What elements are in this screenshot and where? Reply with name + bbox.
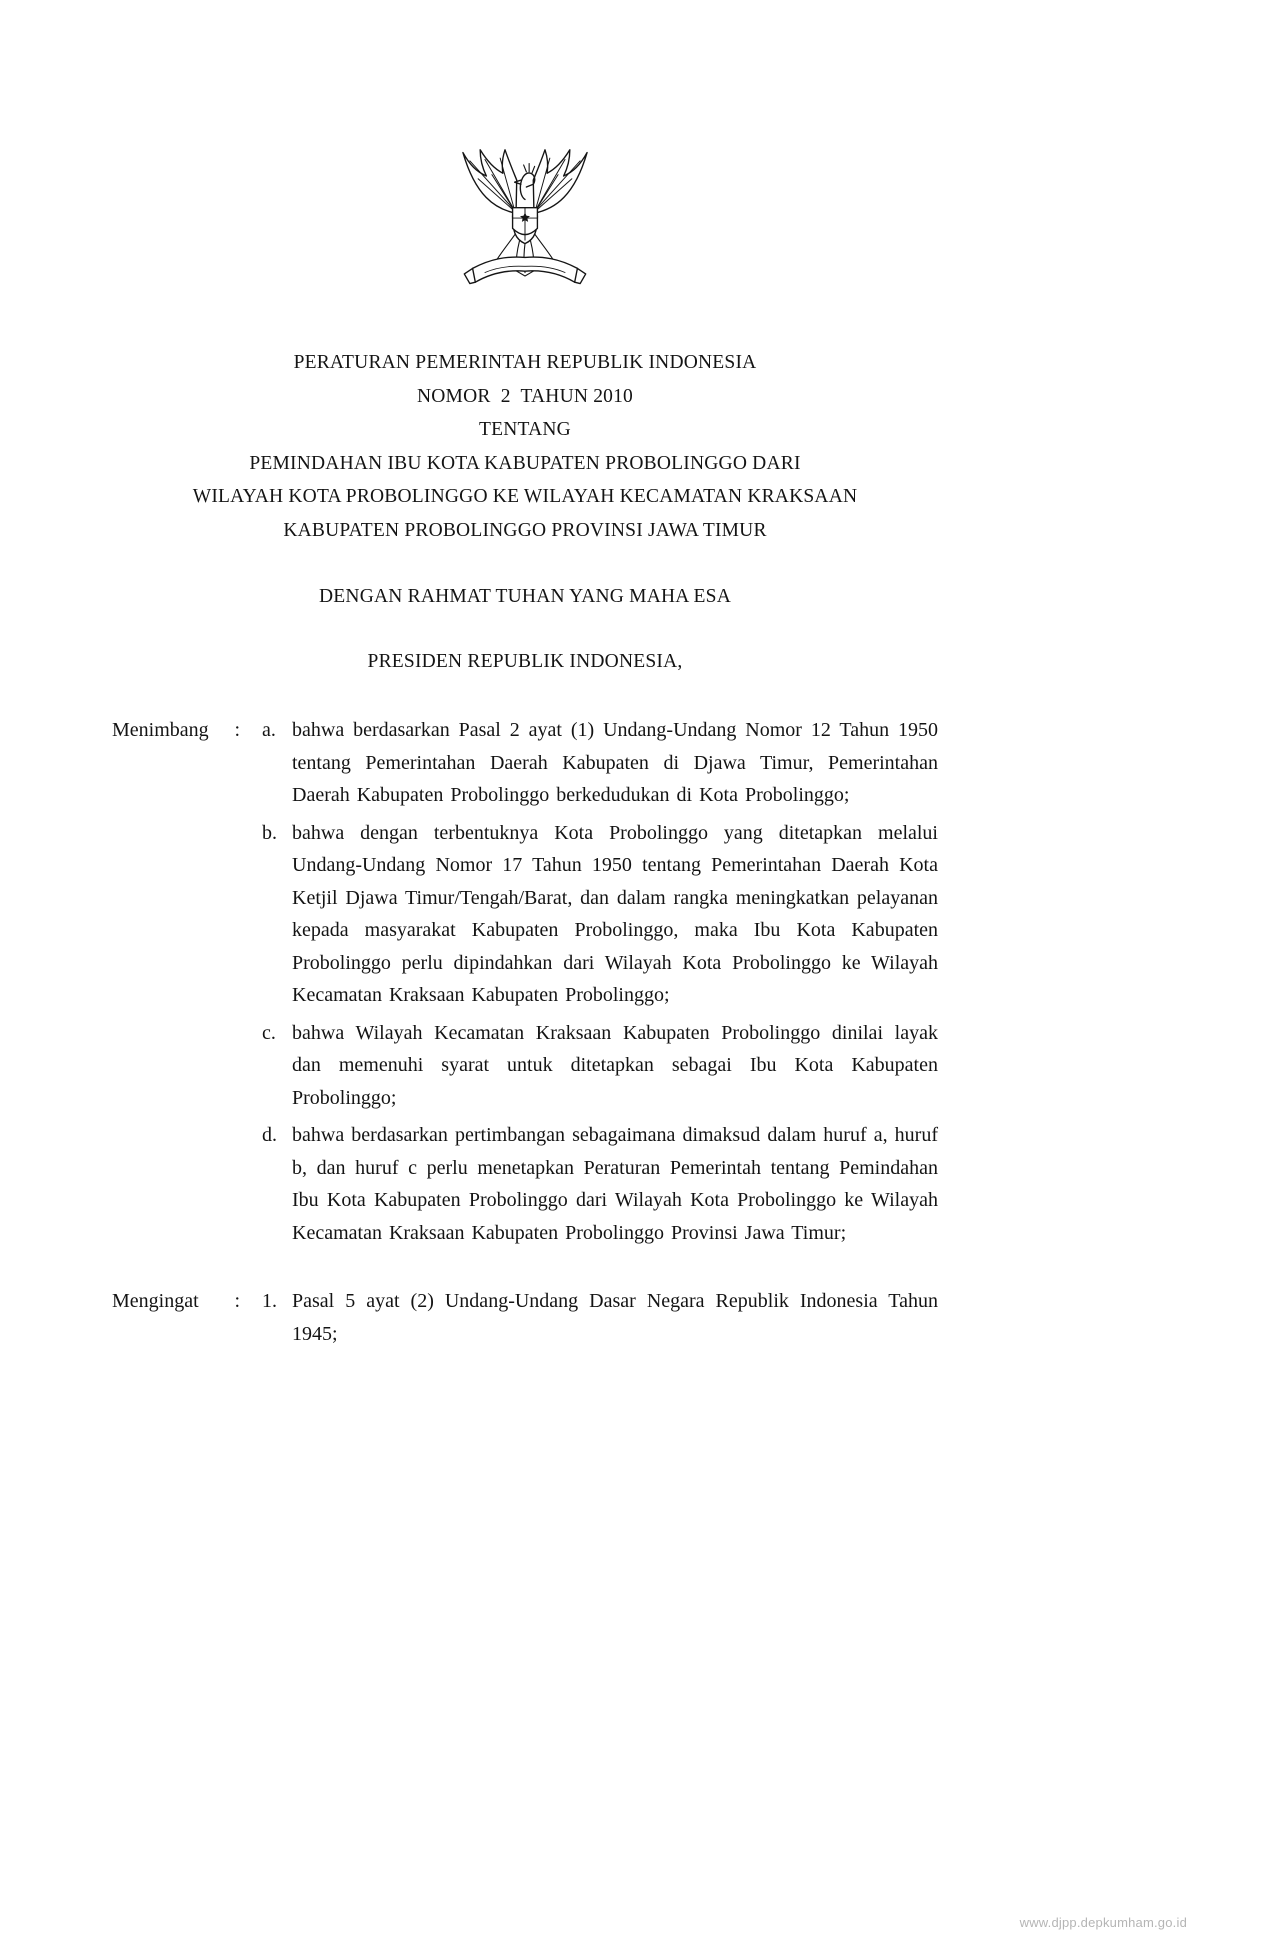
- emblem-container: [112, 136, 938, 296]
- garuda-pancasila-emblem: [449, 136, 601, 296]
- item-text: bahwa Wilayah Kecamatan Kraksaan Kabupaten Probolinggo dinilai layak dan memenuhi syarat untuk ditetapkan sebagai Ibu Kota Kabupaten Probolinggo;: [292, 1021, 938, 1109]
- list-item: [262, 714, 938, 812]
- item-marker: b.: [262, 821, 277, 844]
- item-marker: d.: [262, 1124, 277, 1146]
- mengingat-label: [112, 1285, 240, 1318]
- menimbang-label: [112, 714, 240, 747]
- clauses: [112, 714, 938, 1350]
- list-item: [262, 1017, 938, 1115]
- item-text: Pasal 5 ayat (2) Undang-Undang Dasar Negara Republik Indonesia Tahun 1945;: [292, 1290, 938, 1345]
- regulation-title-line-1: PERATURAN PEMERINTAH REPUBLIK INDONESIA: [293, 352, 757, 373]
- item-text: bahwa dengan terbentuknya Kota Probolinggo yang ditetapkan melalui Undang-Undang Nomor 17 Tahun 1950 tentang Pemerintahan Daerah Kota Ketjil Djawa Timur/Tengah/Barat, dan dalam rangka meningkatkan pelayanan kepada masyarakat Kabupaten Probolinggo, maka Ibu Kota Kabupaten Probolinggo perlu dipindahkan dari Wilayah Kota Probolinggo ke Wilayah Kecamatan Kraksaan Kabupaten Probolinggo;: [292, 821, 938, 1006]
- regulation-number-line: NOMOR 2 TAHUN 2010: [416, 385, 634, 407]
- mengingat-label-text: Mengingat: [112, 1290, 199, 1312]
- mengingat-label-colon: :: [234, 1290, 240, 1312]
- footer-watermark-url: www.djpp.depkumham.go.id: [1019, 1915, 1187, 1930]
- item-marker: a.: [262, 719, 276, 741]
- item-marker: c.: [262, 1021, 276, 1044]
- regulation-subject-line-2: WILAYAH KOTA PROBOLINGGO KE WILAYAH KECAMATAN KRAKSAAN: [192, 486, 858, 507]
- regulation-subject-line-1: PEMINDAHAN IBU KOTA KABUPATEN PROBOLINGGO DARI: [249, 452, 801, 474]
- menimbang-label-text: Menimbang: [112, 719, 209, 741]
- menimbang-items: [262, 714, 938, 1249]
- document-title-block: [112, 346, 938, 547]
- list-item: [262, 1119, 938, 1249]
- menimbang-label-colon: :: [234, 719, 240, 741]
- list-item: [262, 817, 938, 1012]
- mengingat-items: [262, 1285, 938, 1350]
- document-content: [112, 0, 938, 1350]
- regulation-tentang-line: TENTANG: [479, 419, 571, 440]
- item-marker: 1.: [262, 1290, 277, 1312]
- regulation-subject-line-3: KABUPATEN PROBOLINGGO PROVINSI JAWA TIMUR: [283, 519, 767, 541]
- item-text: bahwa berdasarkan pertimbangan sebagaimana dimaksud dalam huruf a, huruf b, dan huruf c perlu menetapkan Peraturan Pemerintah tentang Pemindahan Ibu Kota Kabupaten Probolinggo dari Wilayah Kota Probolinggo ke Wilayah Kecamatan Kraksaan Kabupaten Probolinggo Provinsi Jawa Timur;: [292, 1124, 938, 1244]
- item-text: bahwa berdasarkan Pasal 2 ayat (1) Undang-Undang Nomor 12 Tahun 1950 tentang Pemerintahan Daerah Kabupaten di Djawa Timur, Pemerintahan Daerah Kabupaten Probolinggo berkedudukan di Kota Probolinggo;: [292, 719, 938, 806]
- list-item: [262, 1285, 938, 1350]
- issuer-line: PRESIDEN REPUBLIK INDONESIA,: [367, 651, 683, 672]
- mengingat-section: [112, 1285, 938, 1350]
- menimbang-section: [112, 714, 938, 1249]
- invocation-line: DENGAN RAHMAT TUHAN YANG MAHA ESA: [319, 586, 731, 607]
